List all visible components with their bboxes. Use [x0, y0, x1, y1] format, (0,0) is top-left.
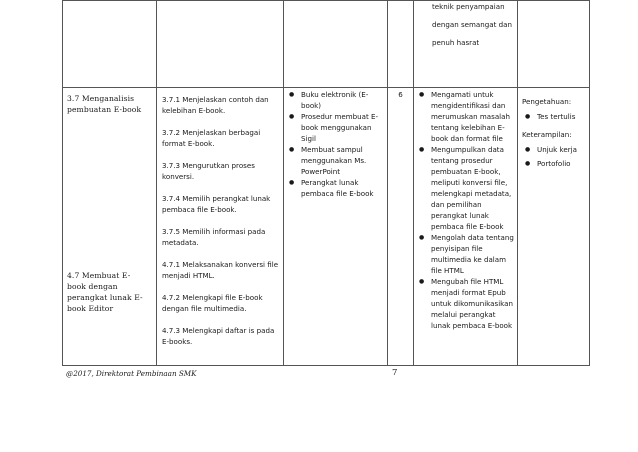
activity-item: ● Mengolah data tentang penyisipan file multimedia ke dalam file HTML [418, 232, 515, 276]
table-row-main [63, 88, 590, 366]
indicator-item: 3.7.5 Memilih informasi pada metadata. [162, 227, 266, 247]
empty-cell [63, 1, 157, 88]
indicator-item: 4.7.2 Melengkapi file E-book dengan file multimedia. [162, 293, 263, 313]
competency-4-7: 4.7 Membuat E-book dengan perangkat lunak E-book Editor [67, 271, 143, 313]
competency-cell [63, 88, 157, 366]
empty-cell [518, 1, 590, 88]
indicator-item: 3.7.3 Mengurutkan proses konversi. [162, 161, 255, 181]
empty-cell [284, 1, 388, 88]
indicator-item: 3.7.1 Menjelaskan contoh dan kelebihan E-book. [162, 95, 269, 115]
empty-cell [157, 1, 284, 88]
footer-copyright: @2017, Direktorat Pembinaan SMK [66, 369, 197, 378]
material-item: ● Prosedur membuat E-book menggunakan Sigil [288, 111, 381, 144]
activity-continued-line: penuh hasrat [432, 38, 480, 47]
empty-cell [388, 1, 414, 88]
activity-continued-line: teknik penyampaian [432, 2, 505, 11]
indicators-cell [157, 88, 284, 366]
time-allocation-cell [388, 88, 414, 366]
materials-cell [284, 88, 388, 366]
activity-item: ● Mengubah file HTML menjadi format Epub untuk dikomunikasikan melalui perangkat lunak pembaca E-book [418, 276, 515, 331]
activity-item: ● Mengumpulkan data tentang prosedur pembuatan E-book, meliputi konversi file, melengkapi metadata, dan pemilihan perangkat lunak pembaca file E-book [418, 144, 515, 232]
assessment-item: ● Portofolio [524, 158, 587, 169]
knowledge-label: Pengetahuan: [522, 97, 572, 106]
assessment-item: ● Unjuk kerja [524, 144, 587, 155]
indicator-item: 4.7.3 Melengkapi daftar is pada E-books. [162, 326, 275, 346]
assessment-cell [518, 88, 590, 366]
activity-item: ● Mengamati untuk mengidentifikasi dan merumuskan masalah tentang kelebihan E-book dan format file [418, 89, 515, 144]
indicator-item: 3.7.2 Menjelaskan berbagai format E-book. [162, 128, 261, 148]
skills-label: Keterampilan: [522, 130, 572, 139]
activities-cell [414, 88, 518, 366]
material-item: ● Perangkat lunak pembaca file E-book [288, 177, 381, 199]
indicator-item: 4.7.1 Melaksanakan konversi file menjadi HTML. [162, 260, 279, 280]
materials-list [284, 88, 387, 199]
indicator-item: 3.7.4 Memilih perangkat lunak pembaca file E-book. [162, 194, 271, 214]
material-item: ● Membuat sampul menggunakan Ms. PowerPoint [288, 144, 381, 177]
table-row-continued [63, 1, 590, 88]
activities-continued-cell [414, 1, 518, 88]
page-number: 7 [392, 368, 398, 378]
syllabus-table [62, 0, 590, 366]
material-item: ● Buku elektronik (E-book) [288, 89, 381, 111]
activity-continued-line: dengan semangat dan [432, 20, 513, 29]
time-allocation: 6 [398, 90, 403, 99]
assessment-item: ● Tes tertulis [524, 111, 587, 122]
competency-3-7: 3.7 Menganalisis pembuatan E-book [67, 94, 142, 114]
knowledge-list [522, 111, 587, 122]
activities-list [414, 88, 517, 331]
skills-list [522, 144, 587, 169]
